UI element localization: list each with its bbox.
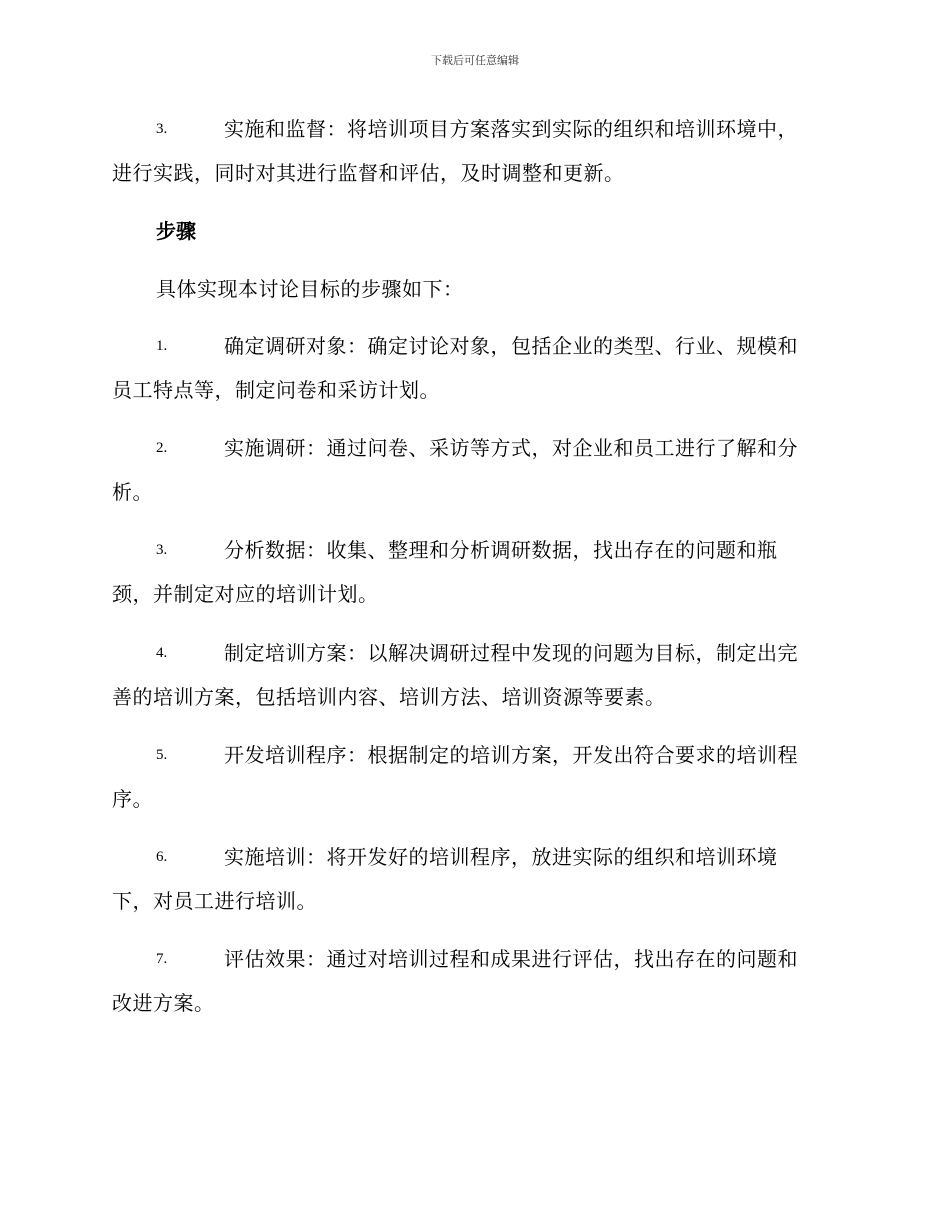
section-intro: 具体实现本讨论目标的步骤如下： bbox=[156, 277, 464, 301]
list-item bbox=[112, 733, 838, 821]
list-number: 5. bbox=[156, 747, 168, 763]
list-text-line1: 实施调研：通过问卷、采访等方式，对企业和员工进行了解和分 bbox=[224, 436, 798, 460]
list-item bbox=[112, 528, 838, 616]
list-item bbox=[112, 937, 838, 1025]
list-text-line1: 分析数据：收集、整理和分析调研数据，找出存在的问题和瓶 bbox=[224, 538, 778, 562]
list-text-line2: 善的培训方案，包括培训内容、培训方法、培训资源等要素。 bbox=[112, 685, 666, 709]
list-text-line2: 员工特点等，制定问卷和采访计划。 bbox=[112, 378, 440, 402]
section-heading: 步骤 bbox=[156, 219, 196, 243]
list-text-line2: 析。 bbox=[112, 480, 153, 504]
list-item bbox=[112, 631, 838, 719]
list-text-line1: 评估效果：通过对培训过程和成果进行评估，找出存在的问题和 bbox=[224, 947, 798, 971]
list-text-line2: 下，对员工进行培训。 bbox=[112, 889, 317, 913]
list-number: 4. bbox=[156, 645, 168, 661]
list-number: 7. bbox=[156, 951, 168, 967]
list-text-line2: 改进方案。 bbox=[112, 991, 215, 1015]
list-item bbox=[112, 835, 838, 923]
list-number: 3. bbox=[156, 542, 168, 558]
list-text-line1: 制定培训方案：以解决调研过程中发现的问题为目标，制定出完 bbox=[224, 641, 798, 665]
list-text-line1: 确定调研对象：确定讨论对象，包括企业的类型、行业、规模和 bbox=[224, 334, 798, 358]
list-text-line2: 颈，并制定对应的培训计划。 bbox=[112, 582, 379, 606]
list-number: 1. bbox=[156, 338, 168, 354]
list-text-line1: 开发培训程序：根据制定的培训方案，开发出符合要求的培训程 bbox=[224, 743, 798, 767]
list-number: 2. bbox=[156, 440, 168, 456]
list-text-line1: 实施和监督：将培训项目方案落实到实际的组织和培训环境中， bbox=[224, 117, 798, 141]
list-text-line2: 序。 bbox=[112, 787, 153, 811]
list-number: 6. bbox=[156, 849, 168, 865]
list-item bbox=[112, 426, 838, 514]
list-text-line2: 进行实践，同时对其进行监督和评估，及时调整和更新。 bbox=[112, 161, 625, 185]
list-number: 3. bbox=[156, 121, 168, 137]
list-item bbox=[112, 324, 838, 412]
list-item bbox=[112, 107, 838, 195]
list-text-line1: 实施培训：将开发好的培训程序，放进实际的组织和培训环境 bbox=[224, 845, 778, 869]
page-header: 下载后可任意编辑 bbox=[431, 54, 519, 67]
